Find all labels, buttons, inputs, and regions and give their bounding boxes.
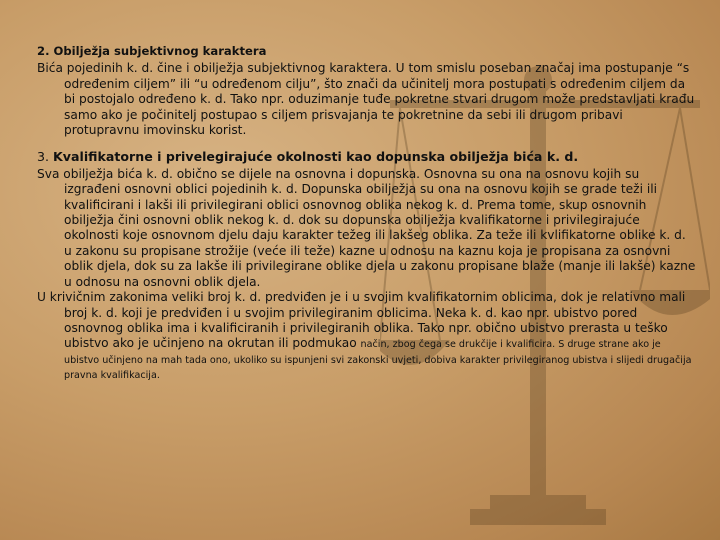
slide-content — [37, 44, 697, 383]
section-3-number: 3. — [37, 149, 54, 165]
section-3-paragraph-1: Sva obilježja bića k. d. obično se dijele na osnovna i dopunska. Osnovna su ona na osnovu kojih su izgrađeni osnovni oblici pojedinih k. d. Dopunska obilježja su ona na osnovu kojih se grade teži ili kvalificirani i lakši ili privilegirani oblici osnovnog oblika nekog k. d. Prema tome, skup osnovnih obilježja čini osnovni oblik nekog k. d. dok su dopunska obilježja kvalifikatorne i privilegirajuće okolnosti koje osnovnom djelu daju karakter težeg ili lakšeg oblika. Za teže ili kvlifikatorne oblike k. d. u zakonu su propisane strožije (veće ili teže) kazne u odnosu na kaznu koja je propisana za osnovni oblik djela, dok su za lakše ili privilegirane oblike djela u zakonu propisane blaže (manje ili lakše) kazne u odnosu na osnovni oblik djela. — [37, 166, 696, 289]
section-3-heading — [37, 149, 697, 164]
section-3-paragraph-2-small: način, zbog čega se drukčije i kvalificira. S druge strane ako je ubistvo učinjeno na mah tada ono, ukoliko su ispunjeni svi zakonski uvjeti, dobiva karakter privilegiranog ubistva i slijedi drugačija pravna kvalifikacija. — [64, 339, 692, 382]
section-2-heading: 2. Obilježja subjektivnog karaktera — [37, 44, 267, 58]
section-3-paragraph-2-main: U krivičnim zakonima veliki broj k. d. predviđen je i u svojim kvalifikatornim oblicima, dok je relativno mali broj k. d. koji je predviđen i u svojim privilegiranim oblicima. Neka k. d. kao npr. ubistvo pored osnovnog oblika ima i kvalificiranih i privilegiranih oblika. Tako npr. obično ubistvo prerasta u teško ubistvo ako je učinjeno na okrutan ili podmukao — [37, 290, 686, 351]
section-3-paragraph-2 — [37, 290, 697, 382]
section-2-paragraph: Bića pojedinih k. d. čine i obilježja subjektivnog karaktera. U tom smislu poseban značaj ima postupanje “s određenim ciljem” ili “u određenom cilju”, što znači da učinitelj mora postupati s određenim ciljem da bi postojalo određeno k. d. Tako npr. oduzimanje tuđe pokretne stvari drugom može predstavljati krađu samo ako je počinitelj postupao s ciljem prisvajanja te pokretnine da sebi ili drugom pribavi protupravnu imovinsku korist. — [37, 61, 695, 138]
section-3-title: Kvalifikatorne i privelegirajuće okolnosti kao dopunska obilježja bića k. d. — [53, 149, 579, 165]
